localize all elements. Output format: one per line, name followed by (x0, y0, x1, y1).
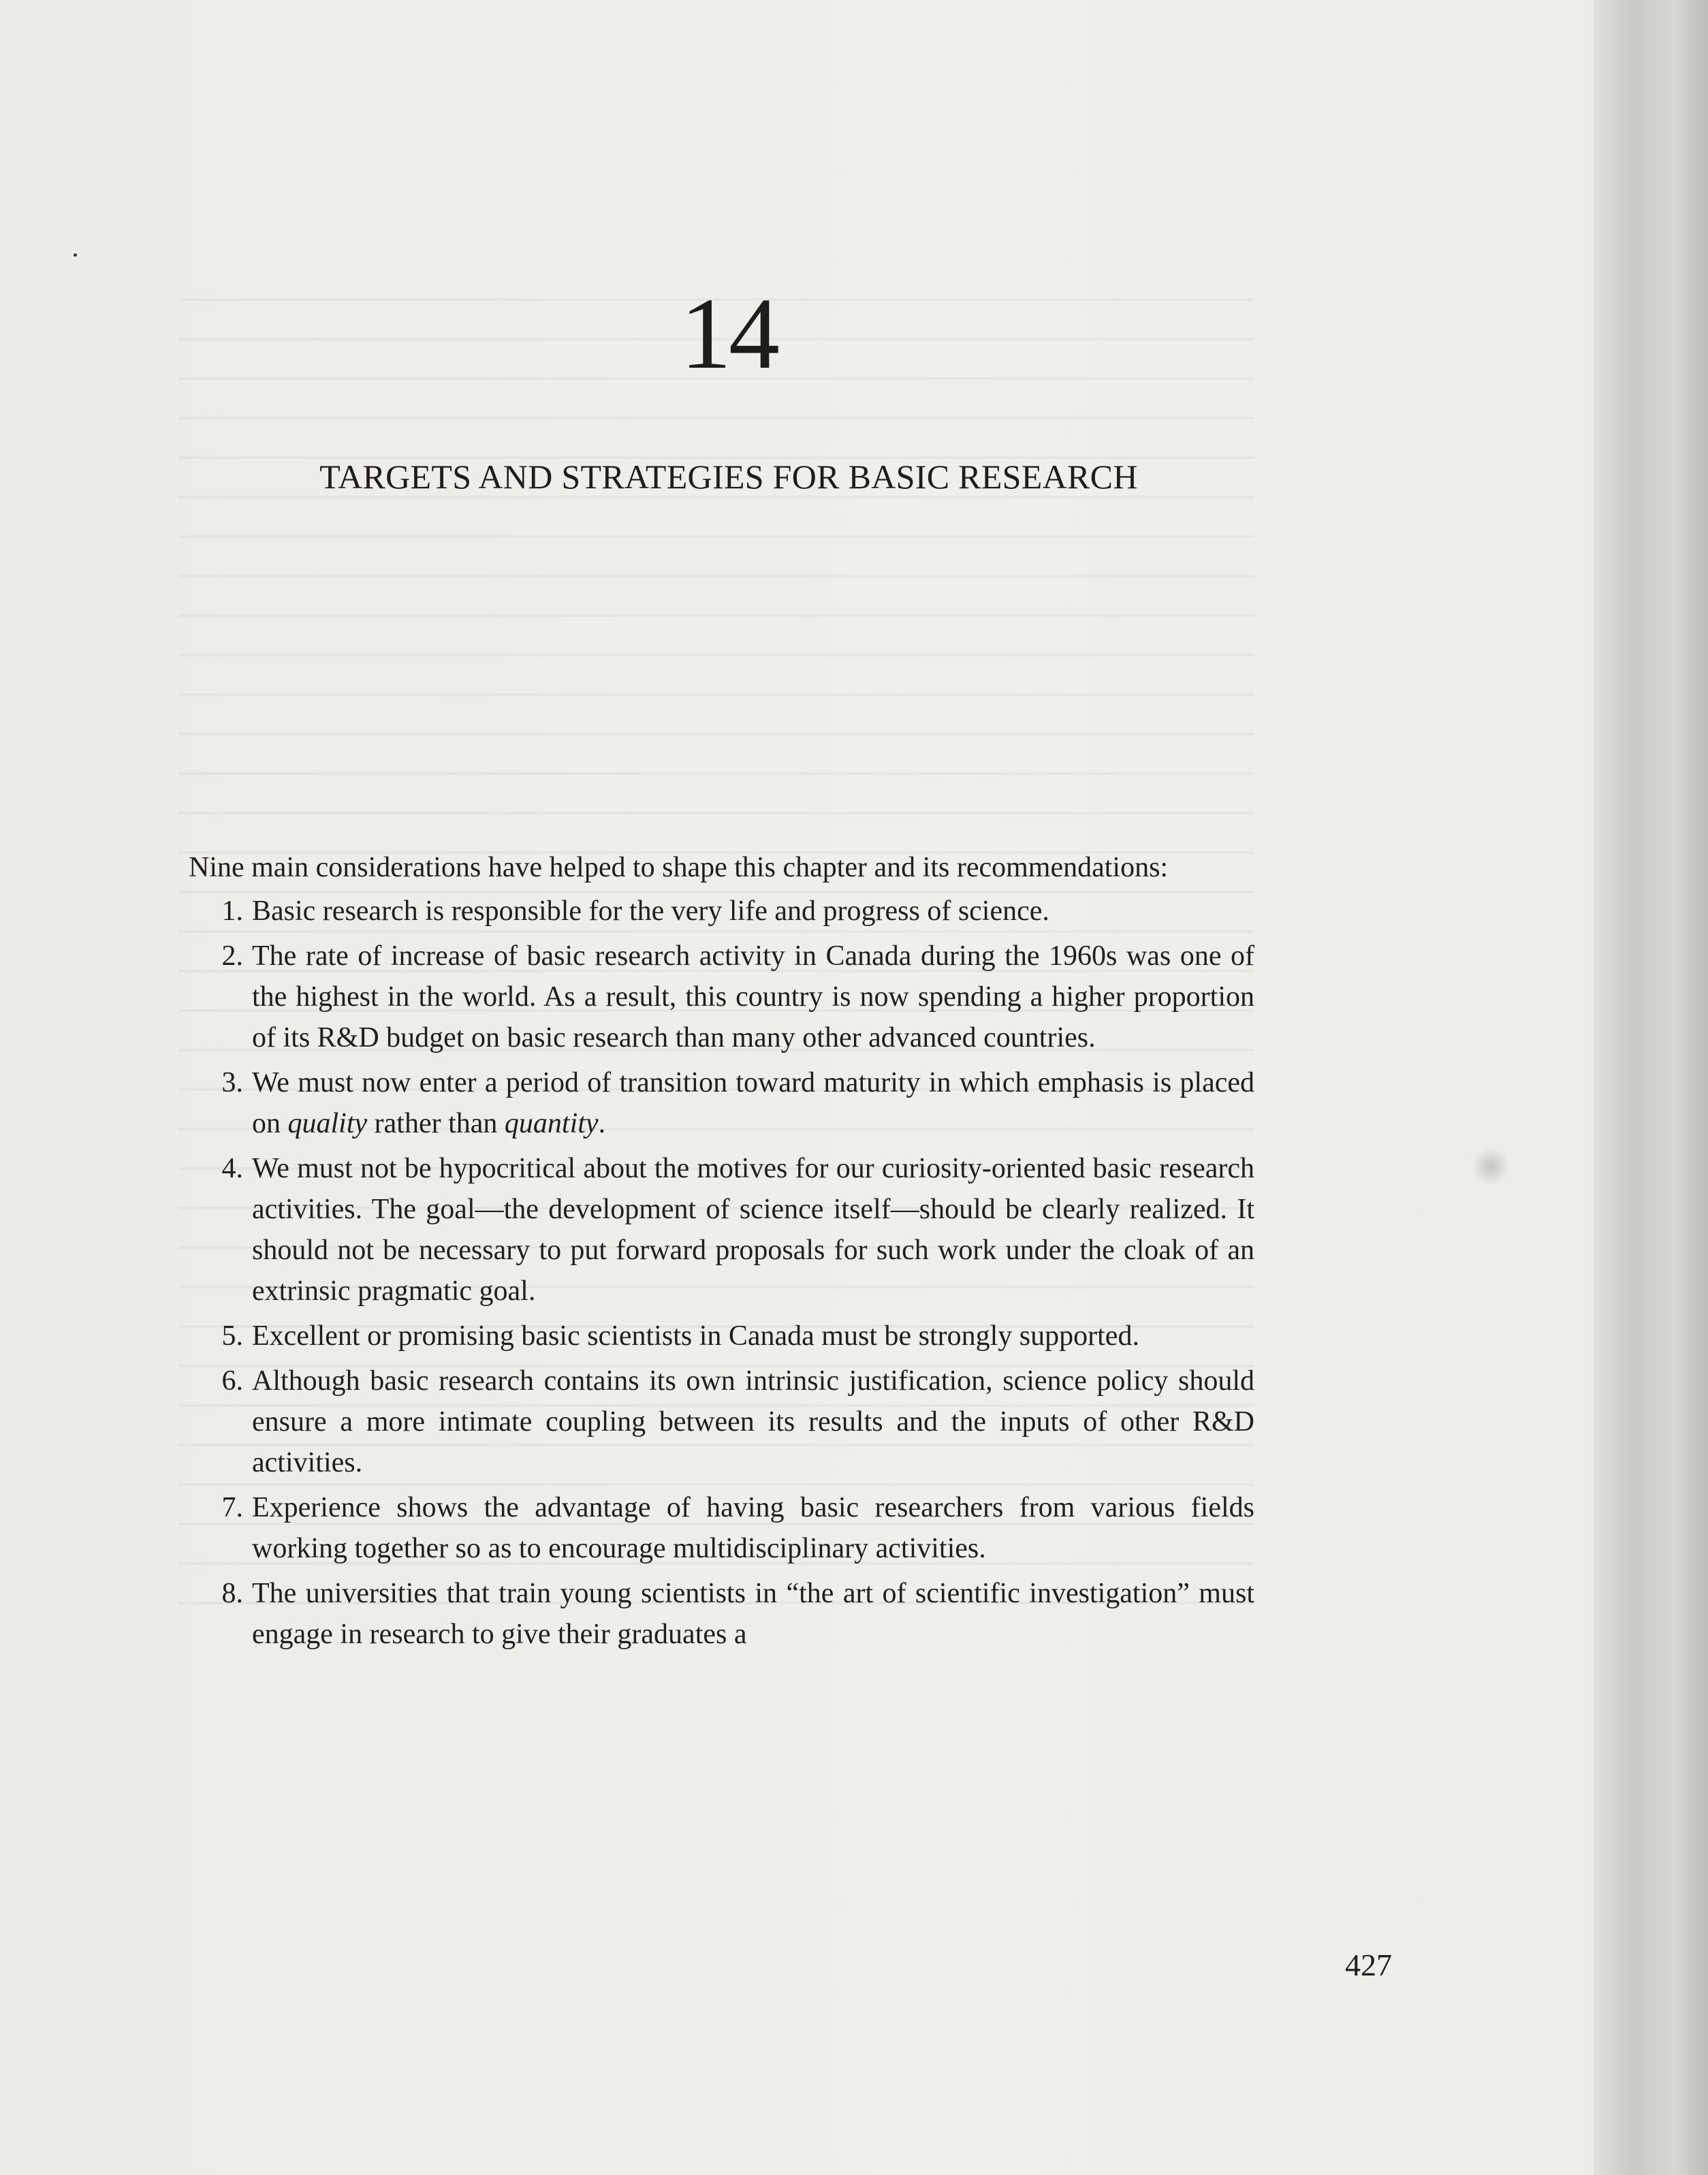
list-item (221, 1487, 1254, 1569)
list-item-text: Basic research is responsible for the very life and progress of science. (252, 895, 1049, 927)
list-item-number: 2. (221, 940, 243, 972)
page-gutter (1594, 0, 1708, 2175)
list-item-text: Although basic research contains its own intrinsic justification, science policy should ensure a more intimate coupling between its results and the inputs of other R&D activities. (252, 1365, 1254, 1478)
page-number: 427 (1345, 1948, 1392, 1982)
chapter-body (189, 847, 1254, 1659)
chapter-title: TARGETS AND STRATEGIES FOR BASIC RESEARCH (319, 458, 1138, 496)
list-item (221, 936, 1254, 1058)
considerations-list (189, 891, 1254, 1655)
list-item-number: 5. (221, 1320, 243, 1352)
list-item-text: Excellent or promising basic scientists in Canada must be strongly supported. (252, 1320, 1139, 1352)
list-item-text-part: . (598, 1108, 606, 1139)
list-item-text: We must not be hypocritical about the motives for our curiosity-oriented basic research activities. The goal—the development of science itself—should be clearly realized. It should not be necessary to put forward proposals for such work under the cloak of an extrinsic pragmatic goal. (252, 1153, 1254, 1307)
list-item-text (252, 1067, 1254, 1139)
list-item (221, 1316, 1254, 1356)
intro-paragraph: Nine main considerations have helped to shape this chapter and its recommendations: (189, 852, 1169, 883)
list-item-number: 1. (221, 895, 243, 927)
list-item-text: The rate of increase of basic research activity in Canada during the 1960s was one of the highest in the world. As a result, this country is now spending a higher proportion of its R&D budget on basic research than many other advanced countries. (252, 940, 1254, 1053)
list-item-number: 3. (221, 1067, 243, 1098)
list-item (221, 1573, 1254, 1655)
scan-smudge (1473, 1146, 1508, 1187)
list-item-number: 4. (221, 1153, 243, 1184)
list-item (221, 1361, 1254, 1483)
list-item (221, 1148, 1254, 1312)
list-item (221, 891, 1254, 932)
scan-speck (74, 253, 77, 257)
list-item-text-part: We must now enter a period of transition toward maturity in which emphasis is placed on (252, 1067, 1254, 1139)
chapter-number: 14 (680, 277, 777, 390)
emphasis-quantity: quantity (504, 1108, 599, 1139)
list-item-text-part: rather than (367, 1108, 505, 1139)
list-item (221, 1062, 1254, 1144)
list-item-text: Experience shows the advantage of having basic researchers from various fields working together so as to encourage multidisciplinary activities. (252, 1492, 1254, 1564)
list-item-number: 6. (221, 1365, 243, 1397)
list-item-number: 8. (221, 1578, 243, 1609)
list-item-text: The universities that train young scientists in “the art of scientific investigation” must engage in research to give their graduates a (252, 1578, 1254, 1650)
emphasis-quality: quality (287, 1108, 368, 1139)
list-item-number: 7. (221, 1492, 243, 1523)
